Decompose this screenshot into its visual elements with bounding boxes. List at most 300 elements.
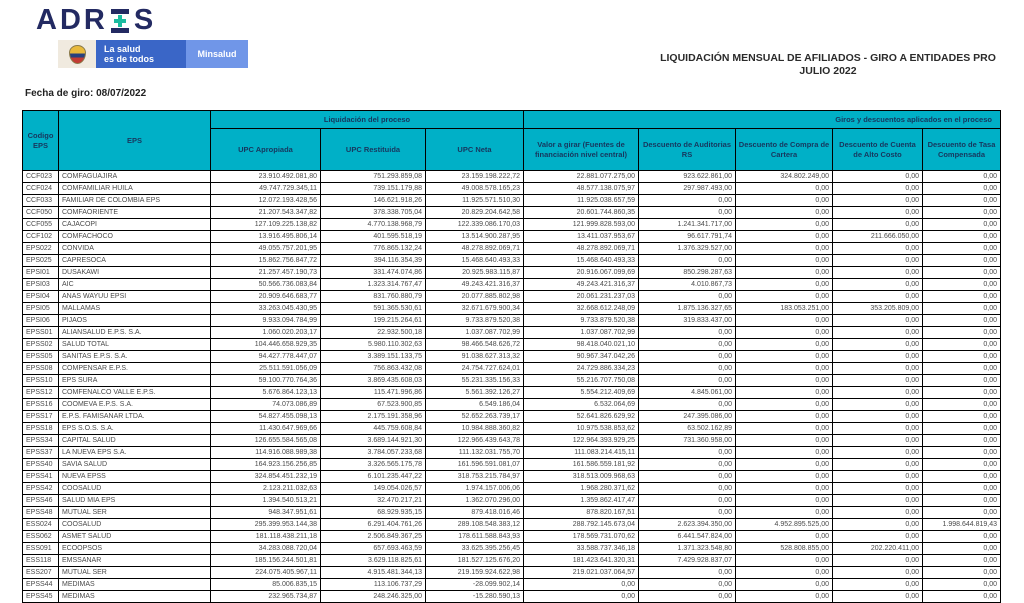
value-cell: 0,00 [833, 243, 923, 255]
eps-code-cell: EPSI06 [23, 315, 59, 327]
value-cell: 104.446.658.929,35 [211, 339, 321, 351]
value-cell: 24.729.886.334,23 [524, 363, 639, 375]
value-cell: 1.875.136.327,65 [639, 303, 736, 315]
value-cell: 0,00 [923, 591, 1001, 603]
value-cell: 0,00 [923, 267, 1001, 279]
value-cell: 0,00 [833, 183, 923, 195]
value-cell: 21.207.543.347,82 [211, 207, 321, 219]
adres-logo [36, 4, 156, 37]
eps-code-cell: EPSS48 [23, 507, 59, 519]
table-row [23, 315, 1001, 327]
value-cell: 0,00 [923, 375, 1001, 387]
value-cell: 4.770.138.968,79 [321, 219, 426, 231]
eps-code-cell: EPSS41 [23, 471, 59, 483]
value-cell: 122.339.086.170,03 [426, 219, 524, 231]
value-cell: 34.283.088.720,04 [211, 543, 321, 555]
value-cell: 20.077.885.802,98 [426, 291, 524, 303]
value-cell: 15.468.640.493,33 [524, 255, 639, 267]
eps-code-cell: EPSS37 [23, 447, 59, 459]
eps-code-cell: EPSI05 [23, 303, 59, 315]
value-cell: 0,00 [639, 471, 736, 483]
value-cell: 15.468.640.493,33 [426, 255, 524, 267]
eps-name-cell: COMFENALCO VALLE E.P.S. [59, 387, 211, 399]
value-cell: 1.362.070.296,00 [426, 495, 524, 507]
value-cell: 115.471.996,86 [321, 387, 426, 399]
value-cell: 55.231.335.156,33 [426, 375, 524, 387]
col-header-codigo-eps: Codigo EPS [23, 111, 59, 171]
eps-code-cell: EPSS46 [23, 495, 59, 507]
eps-name-cell: COOSALUD [59, 519, 211, 531]
value-cell: 178.569.731.070,62 [524, 531, 639, 543]
value-cell: 23.910.492.081,80 [211, 171, 321, 183]
value-cell: 0,00 [833, 567, 923, 579]
table-header [23, 111, 1001, 171]
table-row [23, 519, 1001, 531]
value-cell: 850.298.287,63 [639, 267, 736, 279]
table-row [23, 339, 1001, 351]
value-cell: 0,00 [833, 519, 923, 531]
value-cell: 1.974.157.006,06 [426, 483, 524, 495]
eps-name-cell: NUEVA EPSS [59, 471, 211, 483]
value-cell: 0,00 [923, 243, 1001, 255]
value-cell: 528.808.855,00 [736, 543, 833, 555]
value-cell: 0,00 [736, 567, 833, 579]
value-cell: 9.933.094.784,99 [211, 315, 321, 327]
value-cell: 59.100.770.764,36 [211, 375, 321, 387]
value-cell: 24.754.727.624,01 [426, 363, 524, 375]
value-cell: 0,00 [923, 531, 1001, 543]
value-cell: 20.829.204.642,58 [426, 207, 524, 219]
col-header-descuento-compra-cartera: Descuento de Compra de Cartera [736, 129, 833, 171]
eps-name-cell: SALUD TOTAL [59, 339, 211, 351]
value-cell: 0,00 [736, 387, 833, 399]
eps-code-cell: CCF050 [23, 207, 59, 219]
value-cell: 32.668.612.248,09 [524, 303, 639, 315]
value-cell: 22.881.077.275,00 [524, 171, 639, 183]
value-cell: 0,00 [736, 243, 833, 255]
value-cell: 85.006.835,15 [211, 579, 321, 591]
eps-code-cell: EPSS02 [23, 339, 59, 351]
value-cell: 2.123.211.032,63 [211, 483, 321, 495]
value-cell: 0,00 [833, 435, 923, 447]
colombia-coat-of-arms-box [58, 40, 96, 68]
value-cell: 181.527.125.676,20 [426, 555, 524, 567]
eps-name-cell: MUTUAL SER [59, 507, 211, 519]
value-cell: 0,00 [736, 327, 833, 339]
value-cell: 378.338.705,04 [321, 207, 426, 219]
value-cell: 331.474.074,86 [321, 267, 426, 279]
value-cell: 0,00 [736, 531, 833, 543]
value-cell: 126.655.584.565,08 [211, 435, 321, 447]
eps-name-cell: COMFAGUAJIRA [59, 171, 211, 183]
value-cell: 0,00 [833, 339, 923, 351]
value-cell: 353.205.809,00 [833, 303, 923, 315]
table-row [23, 459, 1001, 471]
table-row [23, 375, 1001, 387]
value-cell: 0,00 [736, 231, 833, 243]
gov-banner [58, 40, 248, 68]
value-cell: 0,00 [639, 591, 736, 603]
eps-name-cell: AIC [59, 279, 211, 291]
eps-name-cell: LA NUEVA EPS S.A. [59, 447, 211, 459]
value-cell: 15.862.756.847,72 [211, 255, 321, 267]
eps-code-cell: EPSS01 [23, 327, 59, 339]
value-cell: 9.733.879.520,38 [426, 315, 524, 327]
value-cell: 10.975.538.853,62 [524, 423, 639, 435]
value-cell: 0,00 [639, 351, 736, 363]
value-cell: 1.371.323.548,80 [639, 543, 736, 555]
value-cell: 0,00 [833, 171, 923, 183]
value-cell: 0,00 [639, 363, 736, 375]
value-cell: 0,00 [833, 495, 923, 507]
value-cell: 0,00 [833, 531, 923, 543]
value-cell: 111.083.214.415,11 [524, 447, 639, 459]
value-cell: 20.061.231.237,03 [524, 291, 639, 303]
value-cell: 0,00 [833, 291, 923, 303]
value-cell: 0,00 [639, 375, 736, 387]
value-cell: 94.427.778.447,07 [211, 351, 321, 363]
value-cell: 6.101.235.447,22 [321, 471, 426, 483]
value-cell: 0,00 [833, 447, 923, 459]
value-cell: 0,00 [833, 387, 923, 399]
value-cell: 0,00 [736, 255, 833, 267]
value-cell: 0,00 [923, 327, 1001, 339]
value-cell: 202.220.411,00 [833, 543, 923, 555]
value-cell: 324.854.451.232,19 [211, 471, 321, 483]
value-cell: 1.968.280.371,62 [524, 483, 639, 495]
value-cell: 288.792.145.673,04 [524, 519, 639, 531]
adres-logo-text-prefix: ADR [36, 4, 108, 36]
value-cell: 0,00 [833, 219, 923, 231]
value-cell: 232.965.734,87 [211, 591, 321, 603]
value-cell: 0,00 [923, 579, 1001, 591]
eps-code-cell: EPSS10 [23, 375, 59, 387]
value-cell: 49.243.421.316,37 [426, 279, 524, 291]
eps-name-cell: ECOOPSOS [59, 543, 211, 555]
col-header-eps: EPS [59, 111, 211, 171]
table-row [23, 447, 1001, 459]
eps-code-cell: EPSI01 [23, 267, 59, 279]
value-cell: 90.967.347.042,26 [524, 351, 639, 363]
value-cell: 0,00 [833, 315, 923, 327]
value-cell: 91.038.627.313,32 [426, 351, 524, 363]
eps-code-cell: EPSS44 [23, 579, 59, 591]
value-cell: 3.689.144.921,30 [321, 435, 426, 447]
eps-name-cell: COMFACHOCO [59, 231, 211, 243]
value-cell: 0,00 [736, 579, 833, 591]
value-cell: 48.577.138.075,97 [524, 183, 639, 195]
value-cell: 0,00 [923, 195, 1001, 207]
value-cell: 50.566.736.083,84 [211, 279, 321, 291]
value-cell: 0,00 [923, 351, 1001, 363]
value-cell: 0,00 [833, 423, 923, 435]
value-cell: 33.263.045.430,95 [211, 303, 321, 315]
table-row [23, 579, 1001, 591]
table-row [23, 219, 1001, 231]
value-cell: 0,00 [736, 183, 833, 195]
value-cell: 0,00 [833, 483, 923, 495]
value-cell: 0,00 [923, 555, 1001, 567]
value-cell: 0,00 [736, 447, 833, 459]
value-cell: 5.676.864.123,13 [211, 387, 321, 399]
eps-code-cell: EPSS12 [23, 387, 59, 399]
eps-name-cell: CAJACOPI [59, 219, 211, 231]
value-cell: 25.511.591.056,09 [211, 363, 321, 375]
value-cell: 181.118.438.211,18 [211, 531, 321, 543]
value-cell: 5.980.110.302,63 [321, 339, 426, 351]
value-cell: 0,00 [736, 591, 833, 603]
value-cell: 248.246.325,00 [321, 591, 426, 603]
value-cell: 401.595.518,19 [321, 231, 426, 243]
value-cell: 96.617.791,74 [639, 231, 736, 243]
value-cell: 0,00 [639, 339, 736, 351]
eps-code-cell: ESS091 [23, 543, 59, 555]
table-row [23, 543, 1001, 555]
value-cell: 0,00 [833, 507, 923, 519]
value-cell: 0,00 [923, 219, 1001, 231]
value-cell: 2.175.191.358,96 [321, 411, 426, 423]
value-cell: 0,00 [736, 339, 833, 351]
value-cell: 7.429.928.837,07 [639, 555, 736, 567]
value-cell: 0,00 [524, 591, 639, 603]
eps-name-cell: ALIANSALUD E.P.S. S.A. [59, 327, 211, 339]
value-cell: 0,00 [736, 507, 833, 519]
table-row [23, 279, 1001, 291]
value-cell: 0,00 [736, 411, 833, 423]
value-cell: 0,00 [923, 459, 1001, 471]
eps-name-cell: FAMILIAR DE COLOMBIA EPS [59, 195, 211, 207]
value-cell: 0,00 [923, 231, 1001, 243]
value-cell: 0,00 [833, 375, 923, 387]
value-cell: 0,00 [639, 507, 736, 519]
value-cell: 52.652.263.739,17 [426, 411, 524, 423]
eps-name-cell: COMPENSAR E.P.S. [59, 363, 211, 375]
value-cell: 199.215.264,61 [321, 315, 426, 327]
value-cell: 319.833.437,00 [639, 315, 736, 327]
value-cell: 98.418.040.021,10 [524, 339, 639, 351]
eps-name-cell: MEDIMAS [59, 579, 211, 591]
table-row [23, 399, 1001, 411]
value-cell: 751.293.859,08 [321, 171, 426, 183]
value-cell: 0,00 [833, 555, 923, 567]
eps-code-cell: EPSS40 [23, 459, 59, 471]
value-cell: 49.243.421.316,37 [524, 279, 639, 291]
value-cell: 0,00 [833, 591, 923, 603]
value-cell: 0,00 [923, 507, 1001, 519]
value-cell: 0,00 [736, 363, 833, 375]
value-cell: 13.411.037.953,67 [524, 231, 639, 243]
value-cell: 0,00 [736, 435, 833, 447]
eps-code-cell: EPSS34 [23, 435, 59, 447]
eps-name-cell: PIJAOS [59, 315, 211, 327]
table-row [23, 207, 1001, 219]
value-cell: 127.109.225.138,82 [211, 219, 321, 231]
value-cell: 0,00 [736, 423, 833, 435]
value-cell: -15.280.590,13 [426, 591, 524, 603]
value-cell: 0,00 [923, 171, 1001, 183]
value-cell: 4.915.481.344,13 [321, 567, 426, 579]
value-cell: 0,00 [923, 291, 1001, 303]
eps-code-cell: EPSS08 [23, 363, 59, 375]
value-cell: 219.159.924.622,98 [426, 567, 524, 579]
value-cell: 776.865.132,24 [321, 243, 426, 255]
value-cell: 0,00 [923, 483, 1001, 495]
value-cell: 948.347.951,61 [211, 507, 321, 519]
value-cell: 224.075.405.967,11 [211, 567, 321, 579]
value-cell: 1.323.314.767,47 [321, 279, 426, 291]
report-title-line2: JULIO 2022 [799, 65, 857, 78]
value-cell: 6.441.547.824,00 [639, 531, 736, 543]
value-cell: 0,00 [639, 447, 736, 459]
value-cell: 10.984.888.360,82 [426, 423, 524, 435]
col-header-upc-neta: UPC Neta [426, 129, 524, 171]
value-cell: 4.952.895.525,00 [736, 519, 833, 531]
eps-name-cell: EMSSANAR [59, 555, 211, 567]
value-cell: 0,00 [923, 255, 1001, 267]
value-cell: 0,00 [923, 495, 1001, 507]
value-cell: 164.923.156.256,85 [211, 459, 321, 471]
table-row [23, 267, 1001, 279]
value-cell: 122.966.439.643,78 [426, 435, 524, 447]
value-cell: 0,00 [833, 471, 923, 483]
col-header-descuento-auditorias-rs: Descuento de Auditorias RS [639, 129, 736, 171]
value-cell: 0,00 [736, 459, 833, 471]
table-row [23, 195, 1001, 207]
eps-code-cell: EPSS05 [23, 351, 59, 363]
value-cell: 0,00 [736, 399, 833, 411]
eps-name-cell: MALLAMAS [59, 303, 211, 315]
value-cell: 0,00 [923, 303, 1001, 315]
value-cell: 211.666.050,00 [833, 231, 923, 243]
eps-name-cell: CAPITAL SALUD [59, 435, 211, 447]
value-cell: 0,00 [736, 267, 833, 279]
value-cell: 3.629.118.825,61 [321, 555, 426, 567]
value-cell: 32.671.679.900,34 [426, 303, 524, 315]
table-row [23, 483, 1001, 495]
value-cell: 63.502.162,89 [639, 423, 736, 435]
eps-name-cell: MEDIMAS [59, 591, 211, 603]
report-title [638, 52, 1018, 78]
value-cell: 923.622.861,00 [639, 171, 736, 183]
value-cell: 9.733.879.520,38 [524, 315, 639, 327]
table-row [23, 255, 1001, 267]
eps-name-cell: E.P.S. FAMISANAR LTDA. [59, 411, 211, 423]
value-cell: 2.623.394.350,00 [639, 519, 736, 531]
value-cell: 0,00 [736, 375, 833, 387]
value-cell: 185.156.244.501,81 [211, 555, 321, 567]
value-cell: 20.909.646.683,77 [211, 291, 321, 303]
value-cell: 23.159.198.222,72 [426, 171, 524, 183]
value-cell: 48.278.892.069,71 [524, 243, 639, 255]
eps-name-cell: CAPRESOCA [59, 255, 211, 267]
value-cell: 12.072.193.428,56 [211, 195, 321, 207]
value-cell: 0,00 [639, 291, 736, 303]
table-row [23, 303, 1001, 315]
value-cell: 0,00 [736, 279, 833, 291]
value-cell: 756.863.432,08 [321, 363, 426, 375]
value-cell: 0,00 [833, 279, 923, 291]
value-cell: 121.999.828.593,00 [524, 219, 639, 231]
eps-name-cell: ANAS WAYUU EPSI [59, 291, 211, 303]
value-cell: 5.554.212.409,69 [524, 387, 639, 399]
value-cell: 0,00 [736, 495, 833, 507]
value-cell: 0,00 [923, 339, 1001, 351]
value-cell: 67.523.900,85 [321, 399, 426, 411]
col-header-descuento-alto-costo: Descuento de Cuenta de Alto Costo [833, 129, 923, 171]
eps-code-cell: ESS024 [23, 519, 59, 531]
value-cell: 289.108.548.383,12 [426, 519, 524, 531]
value-cell: 183.053.251,00 [736, 303, 833, 315]
table-row [23, 243, 1001, 255]
value-cell: 111.132.031.755,70 [426, 447, 524, 459]
eps-name-cell: SAVIA SALUD [59, 459, 211, 471]
value-cell: 0,00 [923, 387, 1001, 399]
value-cell: 0,00 [923, 279, 1001, 291]
eps-name-cell: CONVIDA [59, 243, 211, 255]
col-header-upc-restituida: UPC Restituida [321, 129, 426, 171]
value-cell: 6.532.064,69 [524, 399, 639, 411]
group-header-giros: Giros y descuentos aplicados en el proceso [524, 111, 1001, 129]
value-cell: 161.596.591.081,07 [426, 459, 524, 471]
value-cell: 1.241.341.717,00 [639, 219, 736, 231]
eps-code-cell: CCF033 [23, 195, 59, 207]
value-cell: 0,00 [639, 207, 736, 219]
value-cell: 1.037.087.702,99 [524, 327, 639, 339]
eps-code-cell: EPSS17 [23, 411, 59, 423]
value-cell: 0,00 [833, 207, 923, 219]
value-cell: 0,00 [524, 579, 639, 591]
table-row [23, 531, 1001, 543]
value-cell: 247.395.086,00 [639, 411, 736, 423]
eps-name-cell: COOMEVA E.P.S. S.A. [59, 399, 211, 411]
value-cell: 5.561.392.126,27 [426, 387, 524, 399]
value-cell: 114.916.088.989,38 [211, 447, 321, 459]
value-cell: 0,00 [736, 207, 833, 219]
value-cell: 33.588.737.346,18 [524, 543, 639, 555]
value-cell: 0,00 [833, 351, 923, 363]
table-row [23, 495, 1001, 507]
table-row [23, 231, 1001, 243]
value-cell: 0,00 [923, 543, 1001, 555]
value-cell: 0,00 [736, 471, 833, 483]
eps-name-cell: ASMET SALUD [59, 531, 211, 543]
group-header-liquidacion: Liquidación del proceso [211, 111, 524, 129]
value-cell: 0,00 [736, 351, 833, 363]
value-cell: 48.278.892.069,71 [426, 243, 524, 255]
eps-code-cell: CCF023 [23, 171, 59, 183]
table-row [23, 351, 1001, 363]
value-cell: 219.021.037.064,57 [524, 567, 639, 579]
value-cell: 0,00 [923, 447, 1001, 459]
value-cell: 4.010.867,73 [639, 279, 736, 291]
value-cell: 13.514.900.287,95 [426, 231, 524, 243]
col-header-valor-a-girar: Valor a girar (Fuentes de financiación nivel central) [524, 129, 639, 171]
value-cell: 3.784.057.233,68 [321, 447, 426, 459]
eps-code-cell: EPS022 [23, 243, 59, 255]
table-row [23, 411, 1001, 423]
value-cell: 1.394.540.513,21 [211, 495, 321, 507]
eps-code-cell: EPS025 [23, 255, 59, 267]
value-cell: 297.987.493,00 [639, 183, 736, 195]
value-cell: 178.611.588.843,93 [426, 531, 524, 543]
gov-tagline-line2: es de todos [104, 54, 155, 64]
value-cell: 878.820.167,51 [524, 507, 639, 519]
value-cell: 0,00 [923, 423, 1001, 435]
value-cell: 0,00 [736, 291, 833, 303]
table-row [23, 363, 1001, 375]
value-cell: 6.549.186,04 [426, 399, 524, 411]
value-cell: 122.964.393.929,25 [524, 435, 639, 447]
